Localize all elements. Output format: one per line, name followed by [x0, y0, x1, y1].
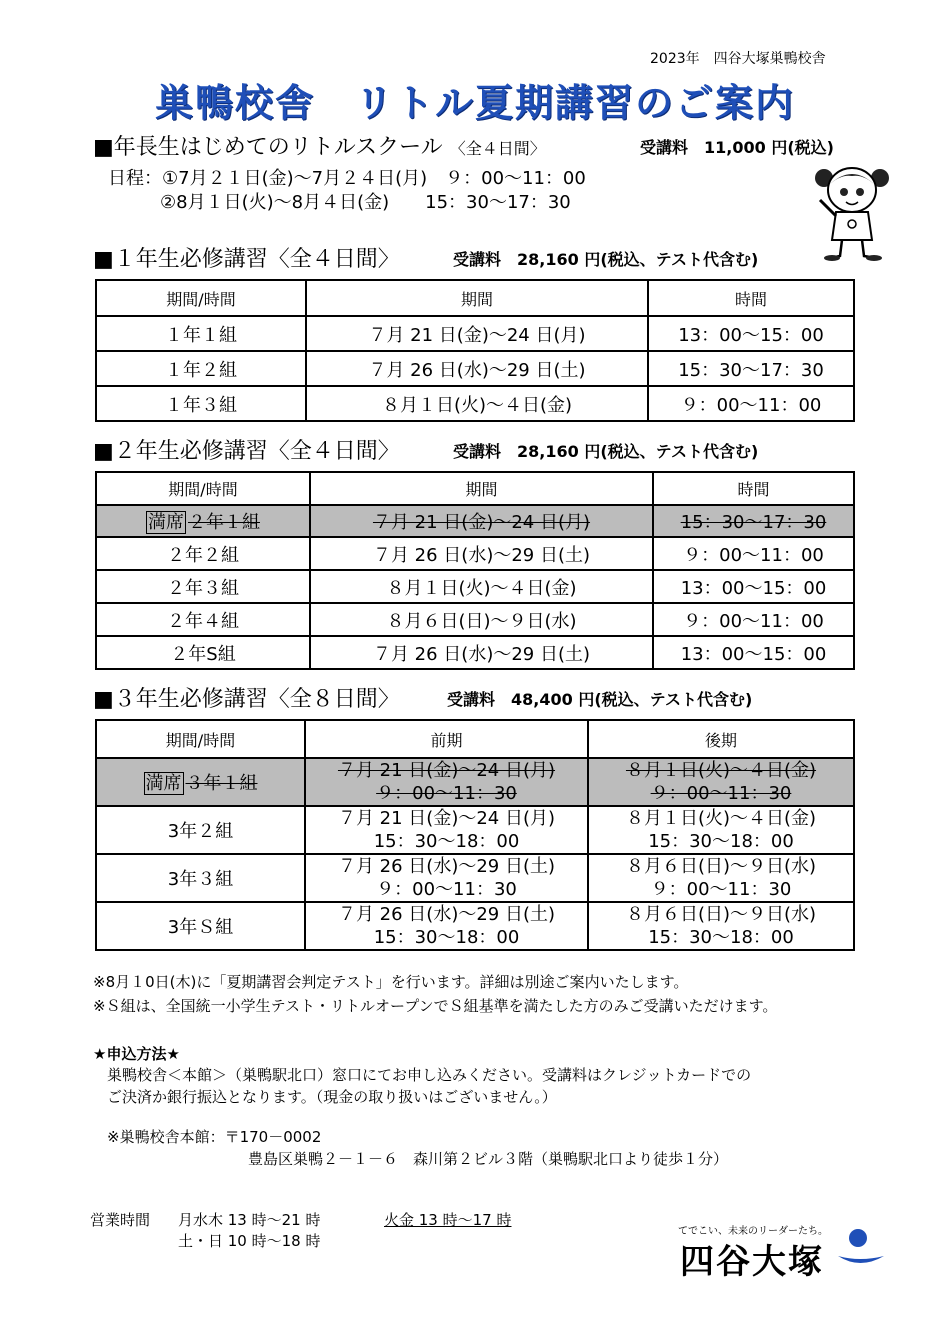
grade1-fee: 受講料 28,160 円(税込、テスト代含む)	[453, 250, 759, 269]
kinder-heading: ■年長生はじめてのリトルスクール	[93, 135, 443, 160]
second-term-period: ８月６日(日)～９日(水)	[625, 904, 817, 925]
class-time: ９：00～11：00	[653, 537, 854, 570]
kinder-schedule-1: 日程：①7月２１日(金)～7月２４日(月) ９：00～11：00	[108, 168, 586, 189]
kinder-schedule-2: ②8月１日(火)～8月４日(金) 15：30～17：30	[160, 192, 571, 213]
note-s-class: ※Ｓ組は、全国統一小学生テスト・リトルオープンでＳ組基準を満たした方のみご受講いただけます。	[93, 997, 778, 1015]
table-header-row	[96, 472, 854, 505]
col-header: 期間/時間	[96, 472, 310, 505]
first-term-cell	[305, 806, 588, 854]
table-row	[96, 603, 854, 636]
table-row	[96, 636, 854, 669]
class-period: ７月 26 日(水)～29 日(土)	[310, 636, 653, 669]
mascot-girl-icon	[812, 160, 892, 264]
table-row-full	[96, 758, 854, 806]
second-term-period: ８月１日(火)～４日(金)	[625, 760, 817, 781]
class-name: 3年Ｓ組	[96, 902, 305, 950]
grade3-fee: 受講料 48,400 円(税込、テスト代含む)	[447, 690, 753, 709]
grade2-fee: 受講料 28,160 円(税込、テスト代含む)	[453, 442, 759, 461]
second-term-time: ９：00～11：30	[650, 783, 792, 804]
class-period: ７月 21 日(金)～24 日(月)	[310, 505, 653, 537]
logo-mark-icon	[836, 1226, 886, 1270]
grade2-fee-wrap	[453, 438, 758, 463]
col-header: 時間	[648, 280, 854, 316]
hours-line-1: 月水木 13 時～21 時	[178, 1211, 321, 1229]
grade3-fee-wrap	[447, 686, 752, 711]
class-time: 13：00～15：00	[653, 570, 854, 603]
hours-label: 営業時間	[90, 1211, 151, 1229]
first-term-cell	[305, 854, 588, 902]
apply-line-1: 巣鴨校舎＜本館＞（巣鴨駅北口）窓口にてお申し込みください。受講料はクレジットカードでの	[107, 1066, 752, 1084]
second-term-time: 15：30～18：00	[648, 927, 794, 948]
col-header: 時間	[653, 472, 854, 505]
first-term-time: 15：30～18：00	[373, 831, 520, 852]
class-name: ３年１組	[185, 773, 258, 794]
table-row	[96, 854, 854, 902]
first-term-time: 15：30～18：00	[373, 927, 520, 948]
table-row	[96, 806, 854, 854]
hours-line-1b: 火金 13 時～17 時	[384, 1211, 512, 1229]
first-term-time: ９：00～11：30	[376, 879, 517, 900]
table-row	[96, 537, 854, 570]
class-time: 13：00～15：00	[648, 316, 854, 351]
kinder-heading-row	[93, 130, 546, 161]
note-test: ※8月１0日(木)に「夏期講習会判定テスト」を行います。詳細は別途ご案内いたします。	[93, 973, 689, 991]
grade3-heading: ■３年生必修講習〈全８日間〉	[93, 687, 400, 712]
page-title: 巣鴨校舎 リトル夏期講習のご案内	[154, 81, 795, 125]
kinder-fee-wrap	[640, 134, 834, 159]
address: 豊島区巣鴨２－１－６ 森川第２ビル３階（巣鴨駅北口より徒歩１分）	[248, 1150, 729, 1168]
first-term-period: ７月 21 日(金)～24 日(月)	[337, 760, 556, 781]
apply-line-2: ご決済か銀行振込となります。（現金の取り扱いはございません。）	[107, 1088, 557, 1106]
class-name: 3年３組	[96, 854, 305, 902]
col-header: 期間/時間	[96, 280, 306, 316]
table-row	[96, 316, 854, 351]
class-time: ９：00～11：00	[648, 386, 854, 421]
second-term-period: ８月１日(火)～４日(金)	[625, 808, 817, 829]
class-time: ９：00～11：00	[653, 603, 854, 636]
class-name-cell	[96, 758, 305, 806]
grade2-heading: ■２年生必修講習〈全４日間〉	[93, 439, 400, 464]
class-period: ７月 26 日(水)～29 日(土)	[306, 351, 648, 386]
full-badge: 満席	[148, 512, 184, 533]
class-name: １年３組	[96, 386, 306, 421]
class-name: ２年３組	[96, 570, 310, 603]
col-header: 期間/時間	[96, 720, 305, 758]
kinder-fee: 受講料 11,000 円(税込)	[640, 138, 834, 157]
col-header: 期間	[310, 472, 653, 505]
second-term-period: ８月６日(日)～９日(水)	[625, 856, 817, 877]
class-name: １年１組	[96, 316, 306, 351]
class-name: ２年S組	[96, 636, 310, 669]
first-term-cell	[305, 902, 588, 950]
class-name: １年２組	[96, 351, 306, 386]
header-meta: 2023年 四谷大塚巣鴨校舎	[650, 51, 826, 67]
second-term-cell	[588, 758, 854, 806]
first-term-period: ７月 26 日(水)～29 日(土)	[337, 904, 556, 925]
table-header-row	[96, 280, 854, 316]
grade1-table	[95, 279, 855, 422]
class-period: ８月６日(日)～９日(水)	[310, 603, 653, 636]
first-term-period: ７月 26 日(水)～29 日(土)	[337, 856, 556, 877]
logo-name: 四谷大塚	[680, 1242, 824, 1282]
col-header: 期間	[306, 280, 648, 316]
first-term-period: ７月 21 日(金)～24 日(月)	[337, 808, 556, 829]
second-term-cell	[588, 854, 854, 902]
class-time: 13：00～15：00	[653, 636, 854, 669]
address-label: ※巣鴨校舎本館：〒170－0002	[107, 1128, 322, 1146]
class-name-cell	[96, 505, 310, 537]
second-term-time: 15：30～18：00	[648, 831, 794, 852]
full-badge: 満席	[145, 773, 182, 794]
grade2-table	[95, 471, 855, 670]
table-row	[96, 386, 854, 421]
table-row	[96, 902, 854, 950]
class-period: ８月１日(火)～４日(金)	[310, 570, 653, 603]
table-row	[96, 351, 854, 386]
col-header: 後期	[588, 720, 854, 758]
class-period: ７月 26 日(水)～29 日(土)	[310, 537, 653, 570]
grade1-fee-wrap	[453, 246, 758, 271]
class-name: 3年２組	[96, 806, 305, 854]
logo-tagline: てでこい、未来のリーダーたち。	[678, 1226, 828, 1237]
class-name: ２年２組	[96, 537, 310, 570]
class-period: ７月 21 日(金)～24 日(月)	[306, 316, 648, 351]
second-term-cell	[588, 806, 854, 854]
class-name: ２年１組	[188, 512, 260, 533]
second-term-cell	[588, 902, 854, 950]
first-term-time: ９：00～11：30	[376, 783, 517, 804]
table-row-full	[96, 505, 854, 537]
second-term-time: ９：00～11：30	[650, 879, 792, 900]
grade1-heading: ■１年生必修講習〈全４日間〉	[93, 247, 400, 272]
class-time: 15：30～17：30	[653, 505, 854, 537]
hours-line-2: 土・日 10 時～18 時	[178, 1232, 321, 1250]
class-time: 15：30～17：30	[648, 351, 854, 386]
first-term-cell	[305, 758, 588, 806]
class-name: ２年４組	[96, 603, 310, 636]
table-header-row	[96, 720, 854, 758]
kinder-note: 〈全４日間〉	[449, 139, 546, 158]
col-header: 前期	[305, 720, 588, 758]
grade3-table	[95, 719, 855, 951]
table-row	[96, 570, 854, 603]
apply-heading: ★申込方法★	[93, 1045, 180, 1063]
class-period: ８月１日(火)～４日(金)	[306, 386, 648, 421]
